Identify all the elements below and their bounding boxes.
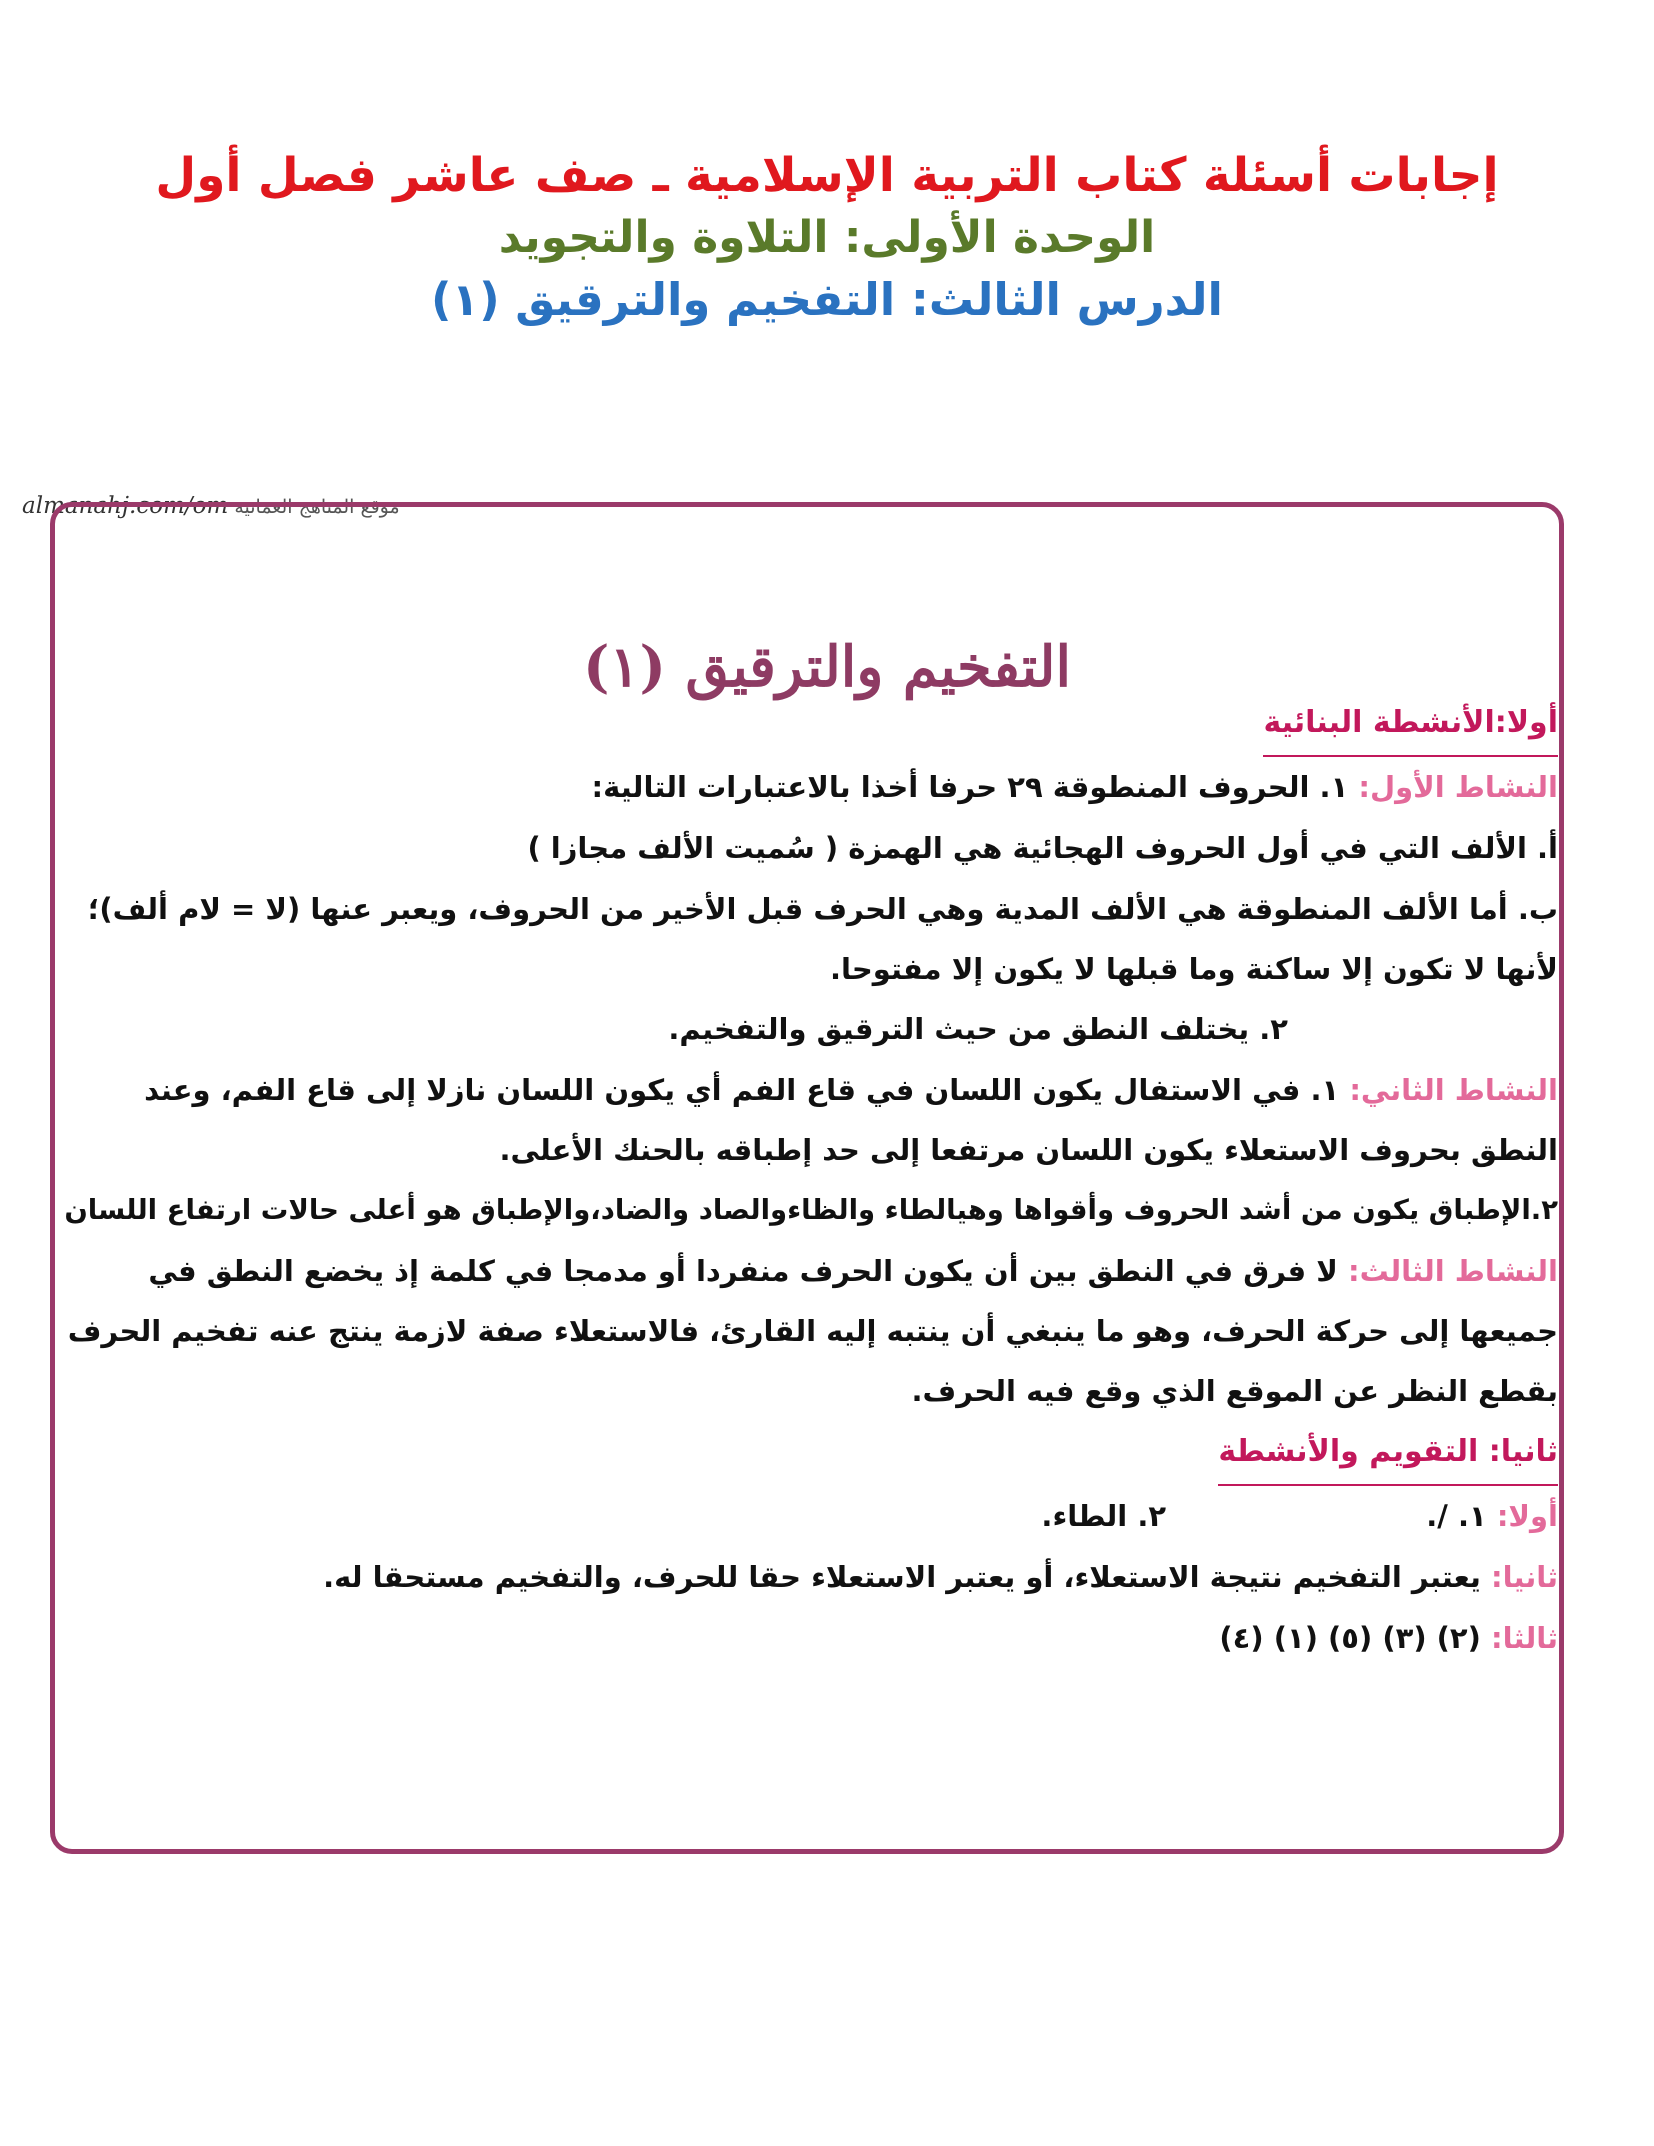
activity1-text: ١. الحروف المنطوقة ٢٩ حرفا أخذا بالاعتبارات التالية:	[591, 770, 1349, 804]
section-evaluation-activities: ثانيا: التقويم والأنشطة	[1218, 1421, 1558, 1486]
activity2-item1	[58, 1060, 1558, 1180]
answer-third-text: (٢) (٣) (٥) (١) (٤)	[1219, 1621, 1481, 1655]
answer-first-a: ١. /.	[1426, 1499, 1487, 1533]
lesson-title: الدرس الثالث: التفخيم والترقيق (١)	[431, 273, 1223, 326]
activity1-b: ب. أما الألف المنطوقة هي الألف المدية وهي الحرف قبل الأخير من الحروف، ويعبر عنها (لا = لام ألف)؛ لأنها لا تكون إلا ساكنة وما قبلها لا يكون إلا مفتوحا.	[87, 892, 1558, 986]
activity1-label: النشاط الأول:	[1358, 770, 1558, 804]
section-constructive-activities: أولا:الأنشطة البنائية	[1263, 692, 1558, 757]
answer-first-b: ٢. الطاء.	[1041, 1499, 1167, 1533]
answer-second-label: ثانيا:	[1491, 1560, 1558, 1594]
page-header	[0, 145, 1654, 331]
watermark-label: موقع المناهج العمانية	[234, 496, 400, 518]
answer-first-label: أولا:	[1496, 1499, 1558, 1533]
activity2-item2: ٢.الإطباق يكون من أشد الحروف وأقواها وهيالطاء والظاءوالصاد والضاد،والإطباق هو أعلى حالات ارتفاع اللسان	[64, 1194, 1558, 1226]
answer-second-text: يعتبر التفخيم نتيجة الاستعلاء، أو يعتبر الاستعلاء حقا للحرف، والتفخيم مستحقا له.	[323, 1560, 1481, 1594]
section-heading-1	[58, 692, 1558, 757]
answer-first	[58, 1486, 1558, 1547]
answers-content	[58, 692, 1558, 1669]
activity3	[58, 1241, 1558, 1421]
activity1-a: أ. الألف التي في أول الحروف الهجائية هي الهمزة ( سُميت الألف مجازا )	[527, 831, 1558, 865]
activity1-item2: ٢. يختلف النطق من حيث الترقيق والتفخيم.	[668, 1012, 1288, 1046]
activity3-label: النشاط الثالث:	[1347, 1254, 1558, 1288]
activity3-text: لا فرق في النطق بين أن يكون الحرف منفردا أو مدمجا في كلمة إذ يخضع النطق في جميعها إلى حركة الحرف، وهو ما ينبغي أن ينتبه إليه القارئ، فالاستعلاء صفة لازمة ينتج عنه تفخيم الحرف بقطع النظر عن الموقع الذي وقع فيه الحرف.	[67, 1254, 1558, 1408]
box-title: التفخيم والترقيق (١)	[582, 634, 1072, 700]
section-heading-2	[58, 1421, 1558, 1486]
activity2-label: النشاط الثاني:	[1349, 1073, 1558, 1107]
answer-third-label: ثالثا:	[1491, 1621, 1558, 1655]
page-title: إجابات أسئلة كتاب التربية الإسلامية ـ صف عاشر فصل أول	[155, 148, 1499, 203]
activity1-line1	[58, 757, 1558, 818]
answer-second	[58, 1547, 1558, 1608]
unit-title: الوحدة الأولى: التلاوة والتجويد	[498, 212, 1156, 263]
answer-third	[58, 1608, 1558, 1669]
activity2-text: ١. في الاستفال يكون اللسان في قاع الفم أي يكون اللسان نازلا إلى قاع الفم، وعند النطق بحروف الاستعلاء يكون اللسان مرتفعا إلى حد إطباقه بالحنك الأعلى.	[144, 1073, 1558, 1167]
watermark-site: almanahj.com/om	[22, 493, 229, 519]
